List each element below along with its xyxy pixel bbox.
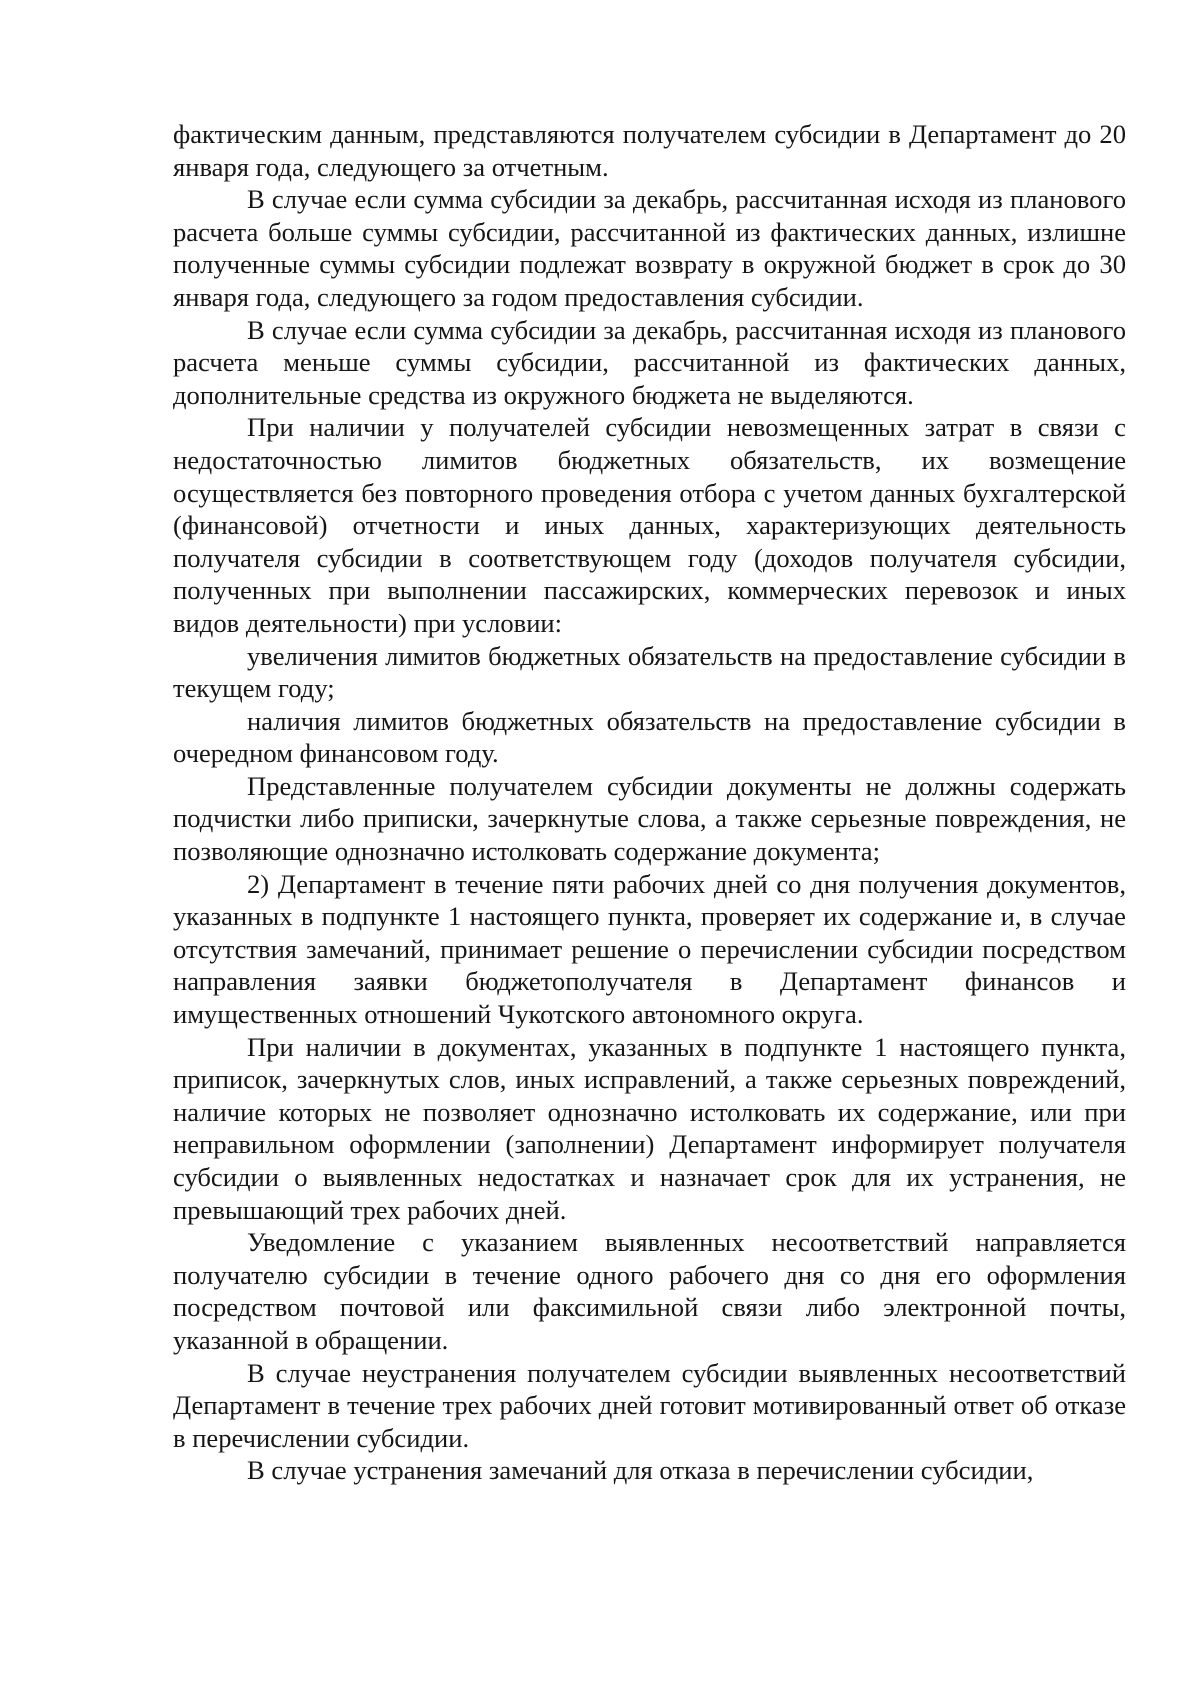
- paragraph: В случае неустранения получателем субсидии выявленных несоответствий Департамент в течение трех рабочих дней готовит мотивированный ответ об отказе в перечислении субсидии.: [173, 1357, 1126, 1453]
- paragraph: наличия лимитов бюджетных обязательств на предоставление субсидии в очередном финансовом году.: [173, 705, 1126, 769]
- paragraph: При наличии в документах, указанных в подпункте 1 настоящего пункта, приписок, зачеркнутых слов, иных исправлений, а также серьезных повреждений, наличие которых не позволяет однозначно истолковать их содержание, или при неправильном оформлении (заполнении) Департамент информирует получателя субсидии о выявленных недостатках и назначает срок для их устранения, не превышающий трех рабочих дней.: [173, 1031, 1126, 1225]
- paragraph: 2) Департамент в течение пяти рабочих дней со дня получения документов, указанных в подпункте 1 настоящего пункта, проверяет их содержание и, в случае отсутствия замечаний, принимает решение о перечислении субсидии посредством направления заявки бюджетополучателя в Департамент финансов и имущественных отношений Чукотского автономного округа.: [173, 868, 1126, 1030]
- paragraph: увеличения лимитов бюджетных обязательств на предоставление субсидии в текущем году;: [173, 640, 1126, 704]
- paragraph: Представленные получателем субсидии документы не должны содержать подчистки либо приписки, зачеркнутые слова, а также серьезные повреждения, не позволяющие однозначно истолковать содержание документа;: [173, 770, 1126, 867]
- document-body: [173, 118, 1126, 1487]
- paragraph: В случае устранения замечаний для отказа в перечислении субсидии,: [247, 1455, 1034, 1486]
- paragraph: фактическим данным, представляются получателем субсидии в Департамент до 20 января года, следующего за отчетным.: [173, 119, 1126, 182]
- paragraph: Уведомление с указанием выявленных несоответствий направляется получателю субсидии в течение одного рабочего дня со дня его оформления посредством почтовой или факсимильной связи либо электронной почты, указанной в обращении.: [173, 1227, 1126, 1355]
- paragraph: При наличии у получателей субсидии невозмещенных затрат в связи с недостаточностью лимитов бюджетных обязательств, их возмещение осуществляется без повторного проведения отбора с учетом данных бухгалтерской (финансовой) отчетности и иных данных, характеризующих деятельность получателя субсидии в соответствующем году (доходов получателя субсидии, полученных при выполнении пассажирских, коммерческих перевозок и иных видов деятельности) при условии:: [173, 412, 1126, 638]
- paragraph: В случае если сумма субсидии за декабрь, рассчитанная исходя из планового расчета меньше суммы субсидии, рассчитанной из фактических данных, дополнительные средства из окружного бюджета не выделяются.: [173, 314, 1126, 410]
- paragraph: В случае если сумма субсидии за декабрь, рассчитанная исходя из планового расчета больше суммы субсидии, рассчитанной из фактических данных, излишне полученные суммы субсидии подлежат возврату в окружной бюджет в срок до 30 января года, следующего за годом предоставления субсидии.: [173, 184, 1126, 312]
